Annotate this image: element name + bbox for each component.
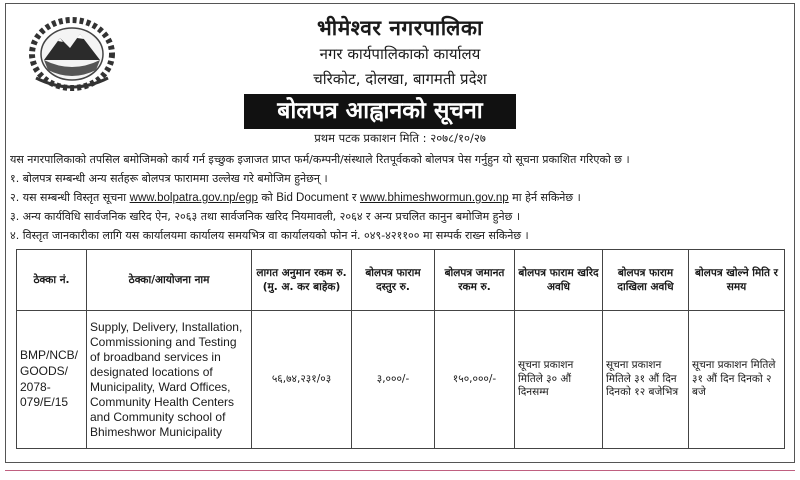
form-fee-cell: ३,०००/- [352,311,435,449]
col-header-purchase-period: बोलपत्र फाराम खरिद अवधि [515,250,603,311]
office-name: नगर कार्यपालिकाको कार्यालय [319,45,481,63]
note-3: ३. अन्य कार्यविधि सार्वजनिक खरिद ऐन, २०६३ तथा सार्वजनिक खरिद नियमावली, २०६४ र अन्य प्रचलित कानुन बमोजिम हुनेछ । [10,210,520,223]
note-2 [10,190,581,205]
organization-name: भीमेश्वर नगरपालिका [317,16,483,40]
col-header-contract-no: ठेक्का नं. [17,250,87,311]
note-2-text-d: मा हेर्न सकिनेछ । [508,191,581,204]
cost-estimate-cell: ५६,७४,२३१/०३ [252,311,352,449]
notice-title-banner: बोलपत्र आह्वानको सूचना [244,94,516,129]
note-1: १. बोलपत्र सम्बन्धी अन्य सर्तहरू बोलपत्र फाराममा उल्लेख गरे बमोजिम हुनेछन् । [10,172,328,185]
intro-text: यस नगरपालिकाको तपसिल बमोजिमको कार्य गर्न इच्छुक इजाजत प्राप्त फर्म/कम्पनी/संस्थाले रितपूर्वकको बोलपत्र पेस गर्नुहुन यो सूचना प्रकाशित गरिएको छ । [10,153,630,166]
note-2-text-c: र [348,191,360,204]
tender-table [16,249,785,449]
note-2-text-a: २. यस सम्बन्धी विस्तृत सूचना [10,191,130,204]
publication-date: प्रथम पटक प्रकाशन मिति : २०७८/१०/२७ [314,131,486,145]
col-header-submission-period: बोलपत्र फाराम दाखिला अवधि [603,250,689,311]
bid-document-text: Bid Document [276,192,349,204]
col-header-project-name: ठेक्का/आयोजना नाम [87,250,252,311]
col-header-bid-security: बोलपत्र जमानत रकम रु. [435,250,515,311]
col-header-form-fee: बोलपत्र फाराम दस्तुर रु. [352,250,435,311]
bottom-divider [5,470,795,471]
table-row [17,311,785,449]
bolpatra-link[interactable]: www.bolpatra.gov.np/egp [129,192,258,204]
col-header-cost-estimate: लागत अनुमान रकम रु. (मु. अ. कर बाहेक) [252,250,352,311]
project-name-cell: Supply, Delivery, Installation, Commissioning and Testing of broadband services in designated locations of Municipality, Ward Offices, Community Health Centers and Community school of Bhimeshwor Municipality [87,311,252,449]
contract-no-cell: BMP/NCB/ GOODS/ 2078-079/E/15 [17,311,87,449]
note-2-text-b: को [257,191,277,204]
col-header-opening-datetime: बोलपत्र खोल्ने मिति र समय [689,250,785,311]
bid-security-cell: १५०,०००/- [435,311,515,449]
opening-datetime-cell: सूचना प्रकाशन मितिले ३१ औं दिन दिनको २ बजे [689,311,785,449]
office-address: चरिकोट, दोलखा, बागमती प्रदेश [313,70,487,88]
table-header-row [17,250,785,311]
submission-period-cell: सूचना प्रकाशन मितिले ३१ औं दिन दिनको १२ बजेभित्र [603,311,689,449]
note-4: ४. विस्तृत जानकारीका लागि यस कार्यालयमा कार्यालय समयभित्र वा कार्यालयको फोन नं. ०४९-४२११०० मा सम्पर्क राख्न सकिनेछ । [10,229,529,242]
purchase-period-cell: सूचना प्रकाशन मितिले ३० औं दिनसम्म [515,311,603,449]
municipality-link[interactable]: www.bhimeshwormun.gov.np [359,192,509,204]
